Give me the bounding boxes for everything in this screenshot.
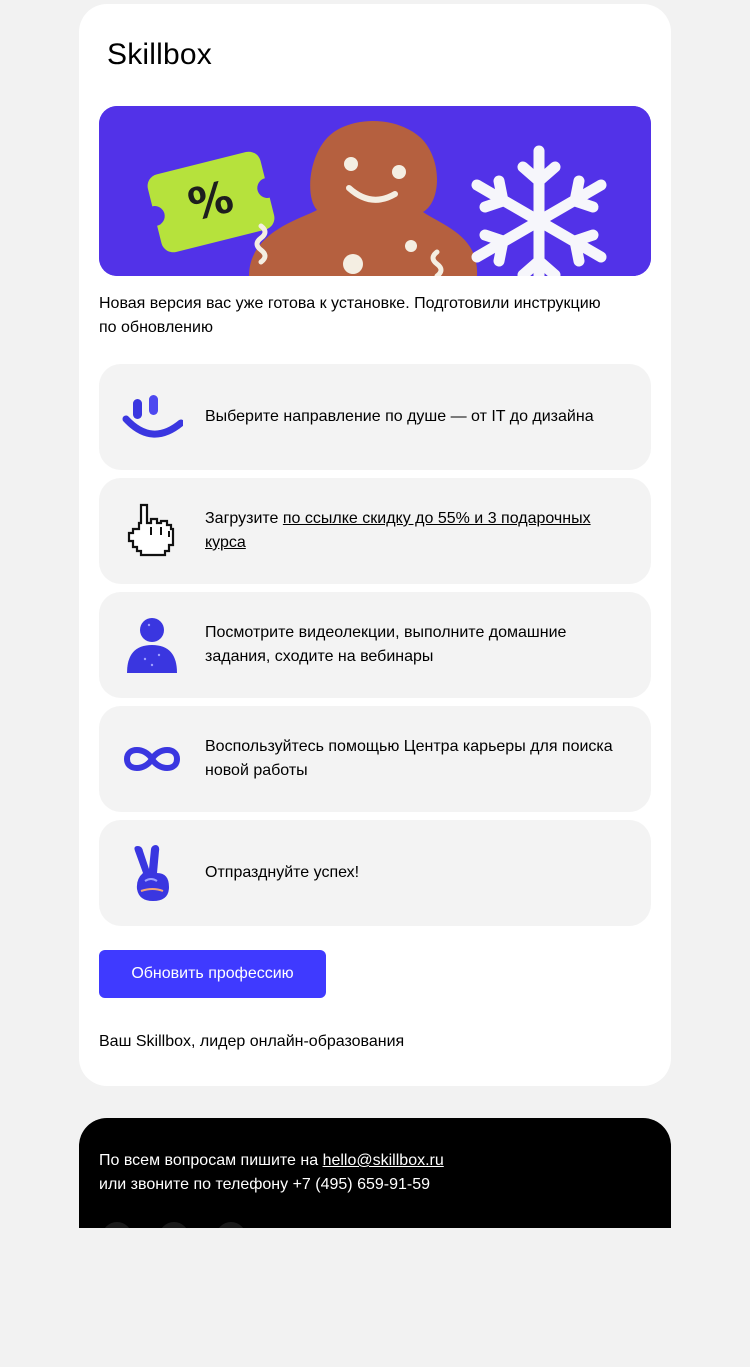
step-text: Выберите направление по душе — от IT до дизайна bbox=[205, 408, 594, 425]
banner-illustration bbox=[99, 106, 651, 276]
step-celebrate bbox=[99, 820, 651, 926]
step-career-center bbox=[99, 706, 651, 812]
social-icon[interactable] bbox=[102, 1222, 132, 1228]
step-text: Посмотрите видеолекции, выполните домашние задания, сходите на вебинары bbox=[205, 624, 567, 665]
step-watch-lectures bbox=[99, 592, 651, 698]
person-icon bbox=[121, 615, 183, 675]
email-card bbox=[79, 4, 671, 1086]
step-text: Отпразднуйте успех! bbox=[205, 864, 360, 881]
email-link[interactable]: hello@skillbox.ru bbox=[322, 1152, 444, 1169]
social-icon[interactable] bbox=[216, 1222, 246, 1228]
step-download-discount bbox=[99, 478, 651, 584]
contact-prefix: По всем вопросам пишите на bbox=[99, 1152, 323, 1169]
update-profession-button[interactable]: Обновить профессию bbox=[99, 950, 326, 998]
step-text-prefix: Загрузите bbox=[205, 510, 283, 527]
social-icon[interactable] bbox=[159, 1222, 189, 1228]
skillbox-logo[interactable]: Skillbox bbox=[107, 38, 212, 71]
contact-info bbox=[99, 1149, 444, 1197]
promo-banner[interactable] bbox=[99, 106, 651, 276]
signoff-text: Ваш Skillbox, лидер онлайн-образования bbox=[99, 1033, 405, 1050]
svg-text:%: % bbox=[183, 171, 239, 232]
infinity-icon bbox=[121, 729, 183, 789]
step-text: Воспользуйтесь помощью Центра карьеры для поиска новой работы bbox=[205, 738, 613, 779]
step-text bbox=[205, 478, 625, 584]
victory-hand-icon bbox=[121, 843, 183, 903]
footer bbox=[79, 1118, 671, 1228]
smile-icon bbox=[121, 387, 183, 447]
discount-link[interactable]: по ссылке скидку до 55% и 3 подарочных курса bbox=[205, 510, 591, 551]
step-choose-direction bbox=[99, 364, 651, 470]
intro-text: Новая версия вас уже готова к установке. Подготовили инструкцию по обновлению bbox=[99, 295, 601, 336]
pointer-hand-icon bbox=[121, 501, 183, 561]
phone-text: или звоните по телефону +7 (495) 659-91-59 bbox=[99, 1176, 431, 1193]
